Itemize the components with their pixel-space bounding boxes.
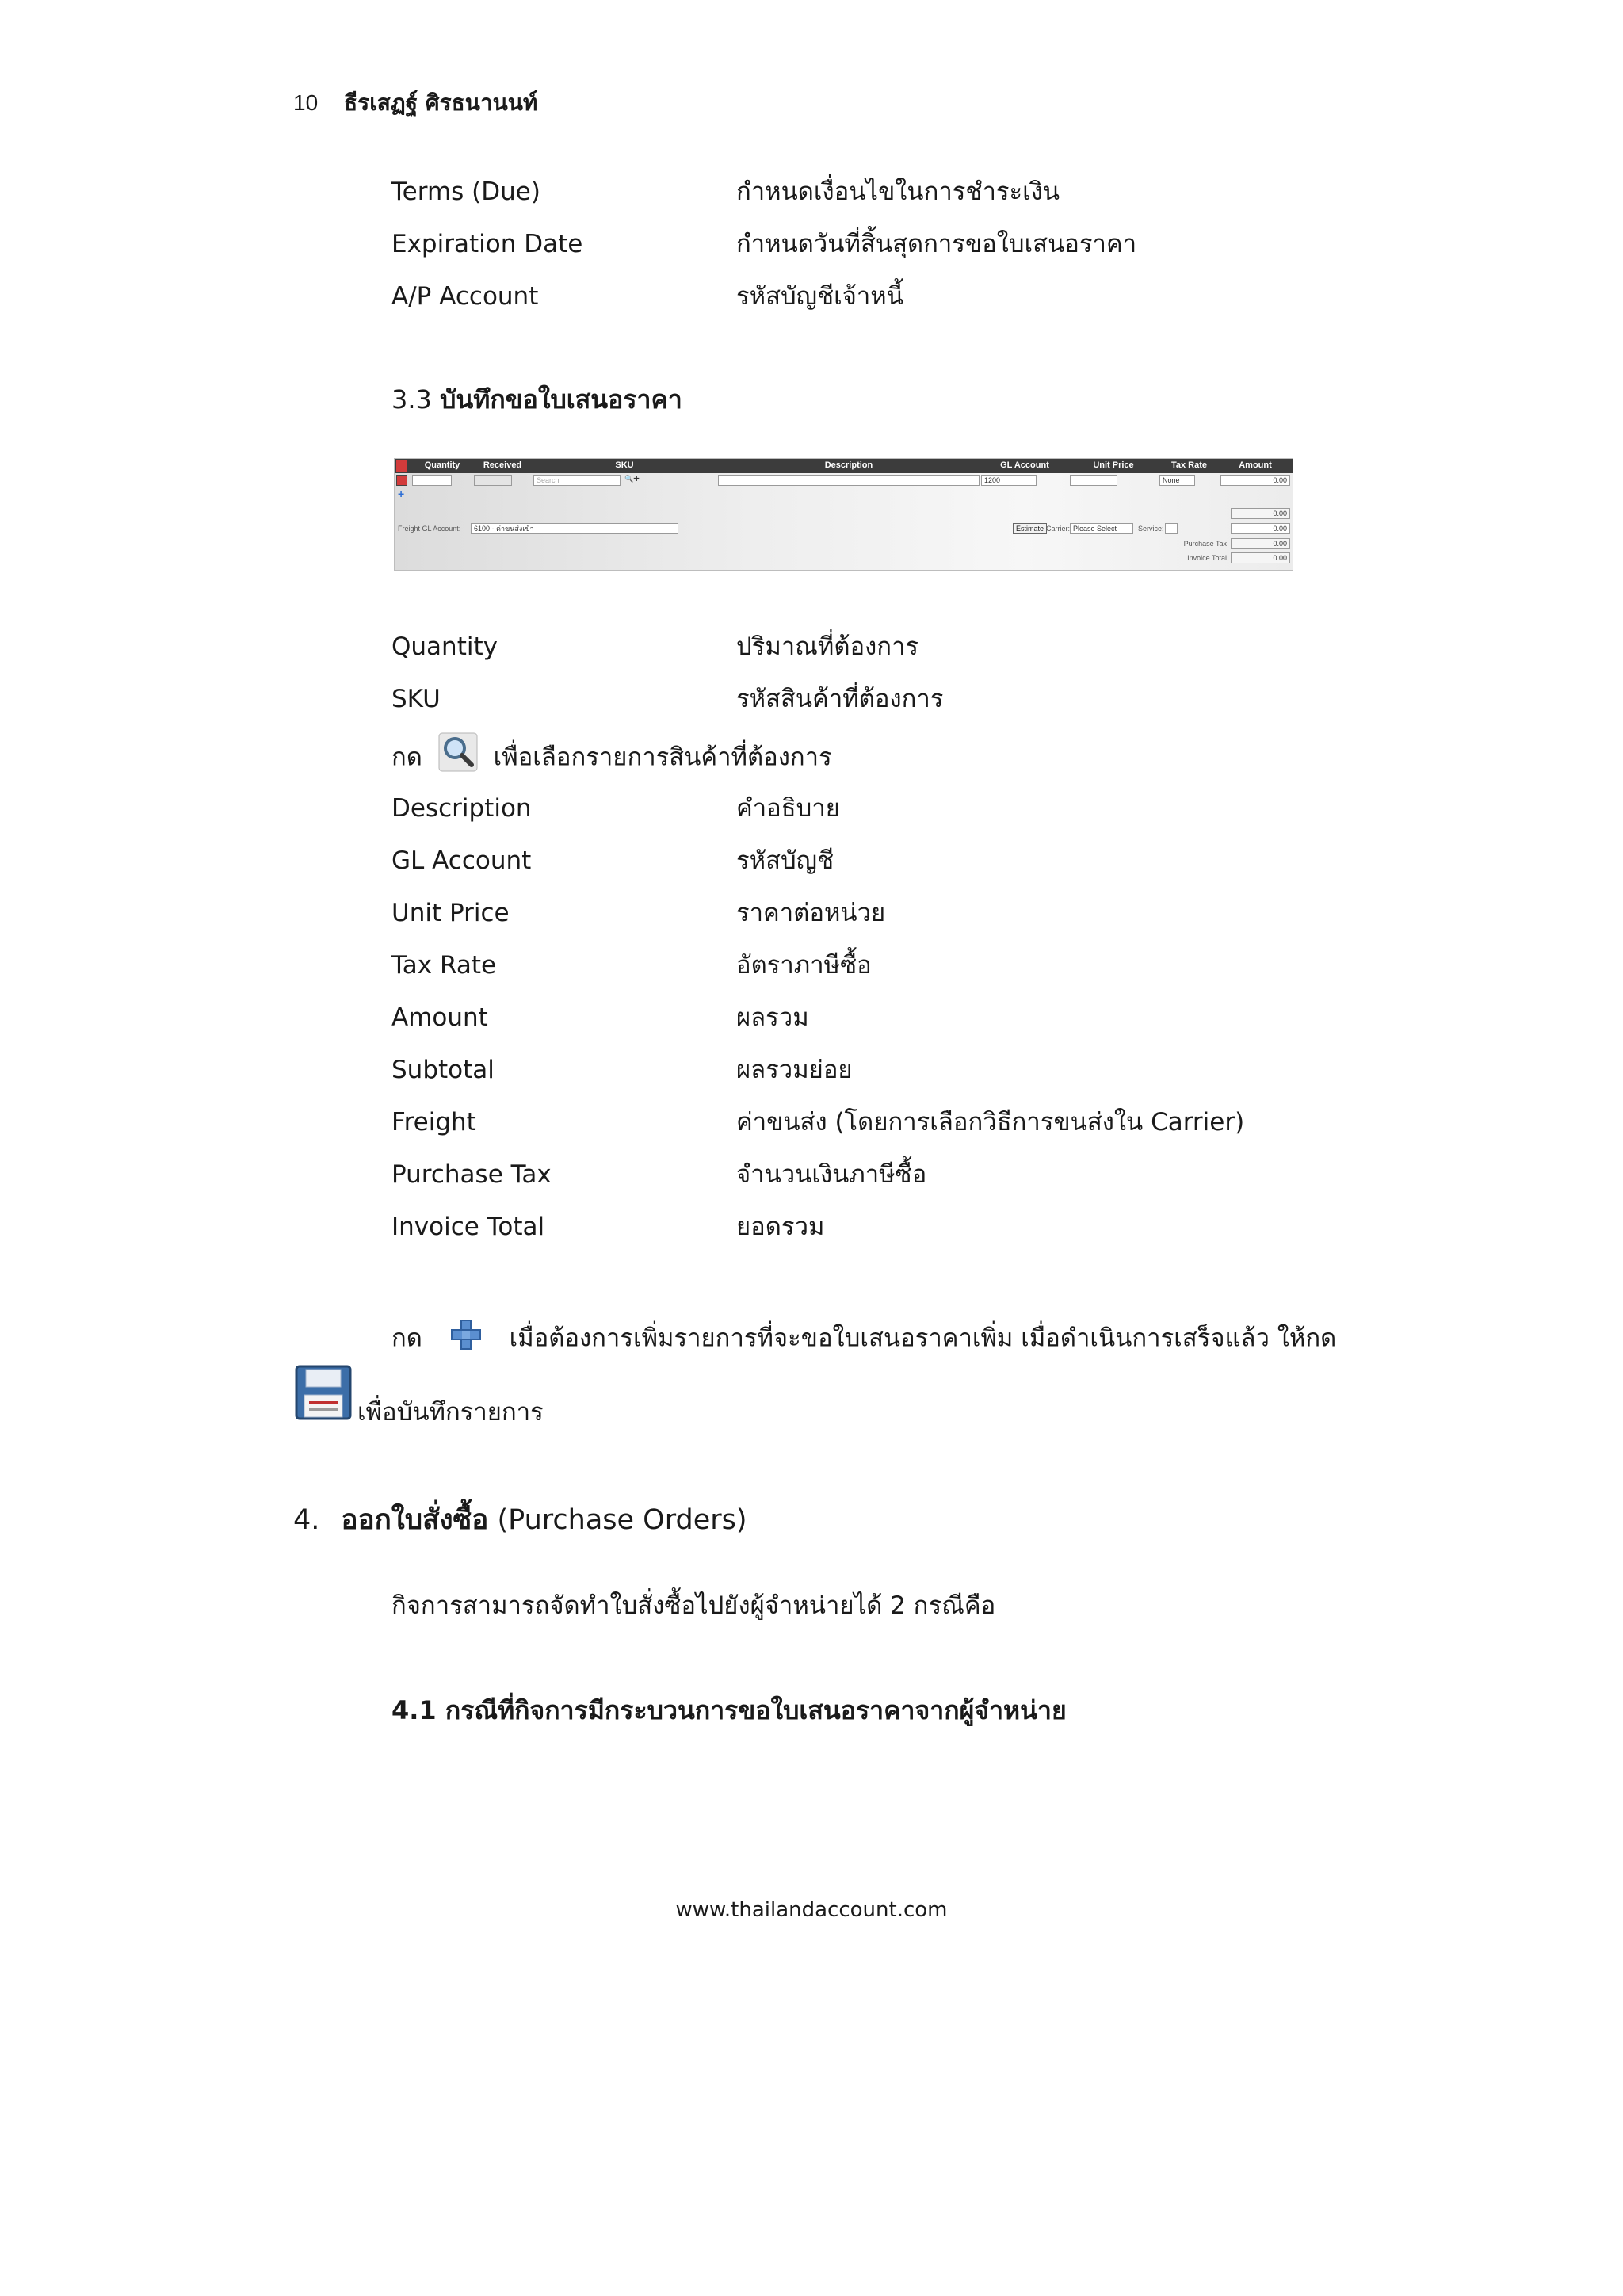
term-desc: ปริมาณที่ต้องการ: [736, 632, 919, 661]
term-row: [391, 631, 919, 663]
author-name: ธีรเสฏฐ์ ศิรธนานนท์: [344, 90, 538, 116]
plus-icon: [448, 1317, 484, 1352]
term-desc: คำอธิบาย: [736, 794, 840, 823]
term-row: [391, 949, 872, 981]
footer-url: www.thailandaccount.com: [675, 1898, 948, 1922]
add-instruction: [391, 1322, 1336, 1357]
delete-row-button[interactable]: [396, 475, 407, 486]
page-header: [293, 86, 537, 120]
term-label: Subtotal: [391, 1056, 495, 1084]
term-row: [391, 281, 903, 312]
carrier-select[interactable]: Please Select: [1070, 523, 1133, 534]
section-4-intro: กิจการสามารถจัดทำใบสั่งซื้อไปยังผู้จำหน่ายได้ 2 กรณีคือ: [391, 1591, 996, 1620]
term-label: Expiration Date: [391, 230, 583, 258]
invoice-total-label: Invoice Total: [1187, 554, 1227, 562]
term-label: A/P Account: [391, 282, 539, 311]
col-quantity: Quantity: [424, 460, 460, 470]
term-label: Quantity: [391, 632, 498, 661]
add-instruction-text: เมื่อต้องการเพิ่มรายการที่จะขอใบเสนอราคาเพิ่ม เมื่อดำเนินการเสร็จแล้ว ให้กด: [509, 1324, 1337, 1353]
estimate-button[interactable]: Estimate: [1013, 523, 1047, 534]
term-label: Tax Rate: [391, 951, 497, 980]
gl-account-select[interactable]: 1200: [981, 475, 1037, 486]
term-row: [391, 1211, 825, 1243]
term-desc: จำนวนเงินภาษีซื้อ: [736, 1160, 927, 1189]
term-row: [391, 1002, 809, 1033]
sku-search-icon[interactable]: 🔍✚: [624, 475, 640, 483]
page-number: 10: [293, 90, 319, 115]
term-row: [391, 1054, 853, 1086]
carrier-label: Carrier:: [1046, 525, 1071, 533]
save-icon: [295, 1365, 352, 1420]
col-tax-rate: Tax Rate: [1170, 460, 1208, 470]
invoice-total-value: 0.00: [1231, 552, 1290, 563]
col-amount: Amount: [1239, 460, 1272, 470]
add-row-icon[interactable]: +: [398, 487, 405, 500]
col-description: Description: [824, 460, 873, 470]
search-icon: [438, 732, 478, 772]
section-title: บันทึกขอใบเสนอราคา: [440, 384, 682, 415]
term-row: [391, 1159, 927, 1190]
quantity-input[interactable]: [412, 475, 452, 486]
term-row: [391, 1106, 1245, 1138]
freight-value[interactable]: 0.00: [1231, 523, 1290, 534]
quote-request-form-screenshot: [394, 458, 1293, 571]
unit-price-input[interactable]: [1070, 475, 1117, 486]
section-number: 3.3: [391, 384, 432, 415]
save-instruction-text: เพื่อบันทึกรายการ: [357, 1398, 544, 1427]
service-label: Service:: [1138, 525, 1164, 533]
press-word: กด: [391, 1324, 422, 1353]
term-row: [391, 176, 1060, 208]
term-desc: ยอดรวม: [736, 1213, 825, 1241]
term-desc: กำหนดวันที่สิ้นสุดการขอใบเสนอราคา: [736, 230, 1137, 258]
sku-input[interactable]: Search: [533, 475, 621, 486]
term-row: [391, 845, 834, 877]
section-number: 4.: [293, 1504, 320, 1536]
press-word: กด: [391, 743, 422, 772]
term-desc: ผลรวมย่อย: [736, 1056, 853, 1084]
service-select[interactable]: [1165, 523, 1178, 534]
purchase-tax-value: 0.00: [1231, 538, 1290, 549]
description-input[interactable]: [718, 475, 980, 486]
col-sku: SKU: [615, 460, 634, 470]
purchase-tax-label: Purchase Tax: [1183, 540, 1227, 548]
amount-field: 0.00: [1220, 475, 1290, 486]
delete-row-icon: [396, 460, 407, 472]
term-row: [391, 793, 840, 824]
term-desc: อัตราภาษีซื้อ: [736, 951, 872, 980]
received-input: [474, 475, 512, 486]
term-desc: รหัสสินค้าที่ต้องการ: [736, 685, 944, 713]
term-label: GL Account: [391, 846, 532, 875]
tax-rate-select[interactable]: None: [1159, 475, 1195, 486]
section-heading-3-3: [391, 384, 682, 415]
term-label: Unit Price: [391, 899, 510, 927]
term-row: [391, 897, 886, 929]
term-label: Amount: [391, 1003, 488, 1032]
term-label: SKU: [391, 685, 441, 713]
term-desc: กำหนดเงื่อนไขในการชำระเงิน: [736, 178, 1060, 206]
freight-gl-select[interactable]: 6100 - ค่าขนส่งเข้า: [471, 523, 678, 534]
col-unit-price: Unit Price: [1093, 460, 1134, 470]
term-desc: รหัสบัญชี: [736, 846, 834, 875]
col-gl-account: GL Account: [1000, 460, 1049, 470]
term-row: [391, 683, 944, 715]
search-instruction-text: เพื่อเลือกรายการสินค้าที่ต้องการ: [493, 743, 832, 772]
term-label: Invoice Total: [391, 1213, 545, 1241]
term-desc: ค่าขนส่ง (โดยการเลือกวิธีการขนส่งใน Carrier): [736, 1108, 1245, 1137]
section-heading-4: [293, 1502, 747, 1538]
search-instruction: [391, 739, 832, 778]
col-received: Received: [483, 460, 522, 470]
term-desc: ผลรวม: [736, 1003, 809, 1032]
section-title-en: (Purchase Orders): [497, 1504, 747, 1536]
term-desc: รหัสบัญชีเจ้าหนี้: [736, 282, 903, 311]
term-label: Purchase Tax: [391, 1160, 552, 1189]
freight-gl-label: Freight GL Account:: [398, 525, 461, 533]
term-desc: ราคาต่อหน่วย: [736, 899, 886, 927]
form-column-header: [395, 459, 1293, 473]
section-heading-4-1: 4.1 กรณีที่กิจการมีกระบวนการขอใบเสนอราคาจากผู้จำหน่าย: [391, 1695, 1067, 1725]
term-row: [391, 228, 1137, 260]
subtotal-value: 0.00: [1231, 508, 1290, 519]
term-label: Terms (Due): [391, 178, 540, 206]
section-title-th: ออกใบสั่งซื้อ: [341, 1504, 489, 1536]
term-label: Freight: [391, 1108, 476, 1137]
term-label: Description: [391, 794, 532, 823]
